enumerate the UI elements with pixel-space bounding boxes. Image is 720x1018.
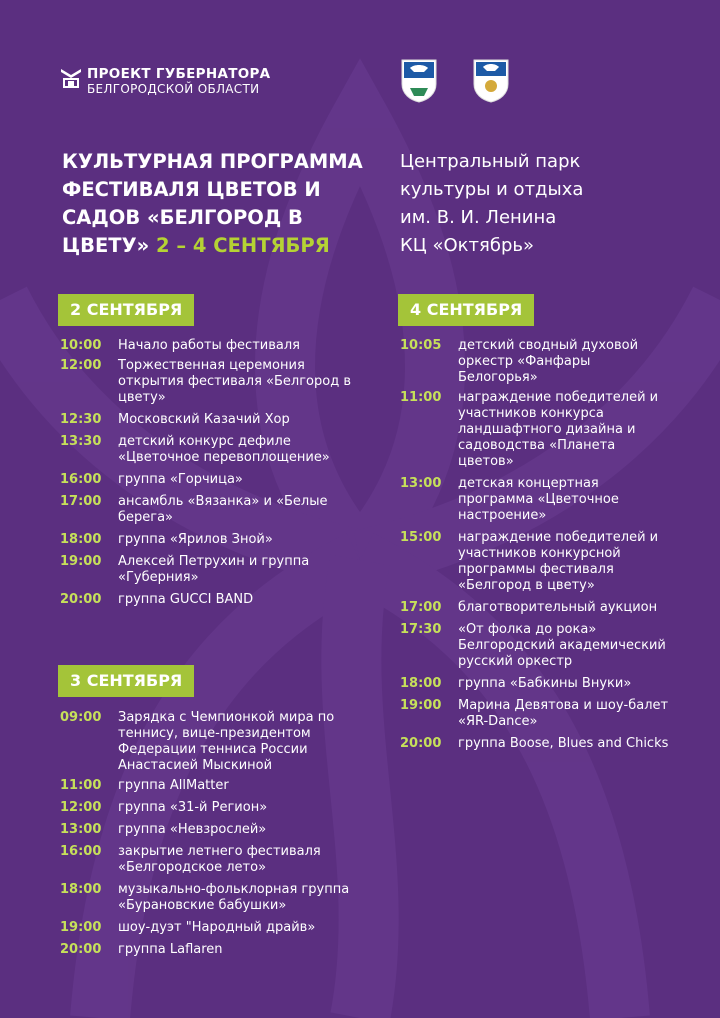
event-description: детский конкурс дефиле «Цветочное перевоплощение» xyxy=(118,434,330,465)
schedule-item xyxy=(60,942,360,958)
event-description: группа «Горчица» xyxy=(118,472,243,487)
schedule-item xyxy=(60,778,360,794)
event-time: 16:00 xyxy=(60,844,102,859)
event-description: группа «Невзрослей» xyxy=(118,822,267,837)
day-label-4-september: 4 СЕНТЯБРЯ xyxy=(398,294,534,326)
event-description: шоу-дуэт "Народный драйв» xyxy=(118,920,316,935)
event-time: 17:00 xyxy=(400,600,442,615)
event-time: 11:00 xyxy=(400,390,442,405)
event-time: 17:00 xyxy=(60,494,102,509)
schedule-item xyxy=(60,844,360,876)
day-label-3-september: 3 СЕНТЯБРЯ xyxy=(58,665,194,697)
event-description: Зарядка с Чемпионкой мира по теннису, вице-президентом Федерации тенниса России Анастасией Мыскиной xyxy=(118,710,335,773)
event-description: ансамбль «Вязанка» и «Белые берега» xyxy=(118,494,328,525)
event-description: награждение победителей и участников конкурсной программы фестиваля «Белгород в цвету» xyxy=(458,530,659,593)
event-time: 16:00 xyxy=(60,472,102,487)
event-description: группа AllMatter xyxy=(118,778,229,793)
schedule-item xyxy=(60,882,360,914)
schedule-item xyxy=(60,710,360,774)
event-time: 12:00 xyxy=(60,358,102,373)
day-label-2-september: 2 СЕНТЯБРЯ xyxy=(58,294,194,326)
project-title-line2: БЕЛГОРОДСКОЙ ОБЛАСТИ xyxy=(87,82,260,96)
schedule-item xyxy=(400,622,670,670)
event-description: Марина Девятова и шоу-балет «ЯR-Dance» xyxy=(458,698,669,729)
event-time: 13:00 xyxy=(400,476,442,491)
event-time: 12:00 xyxy=(60,800,102,815)
event-description: закрытие летнего фестиваля «Белгородское лето» xyxy=(118,844,321,875)
belgorod-region-crest-icon xyxy=(400,58,438,104)
event-time: 11:00 xyxy=(60,778,102,793)
event-time: 18:00 xyxy=(400,676,442,691)
venue-block xyxy=(400,148,700,260)
event-time: 20:00 xyxy=(400,736,442,751)
schedule-item xyxy=(60,592,360,608)
schedule-4-september xyxy=(400,338,670,758)
event-description: «От фолка до рока» Белгородский академический русский оркестр xyxy=(458,622,666,669)
program-dates: 2 – 4 СЕНТЯБРЯ xyxy=(156,234,330,257)
schedule-item xyxy=(60,494,360,526)
event-description: группа Boose, Blues and Chicks xyxy=(458,736,669,751)
event-description: музыкально-фольклорная группа «Бурановские бабушки» xyxy=(118,882,350,913)
event-description: Алексей Петрухин и группа «Губерния» xyxy=(118,554,310,585)
schedule-item xyxy=(60,822,360,838)
event-time: 09:00 xyxy=(60,710,102,725)
venue-line-1: Центральный парк xyxy=(400,151,581,172)
event-time: 10:00 xyxy=(60,338,102,353)
schedule-item xyxy=(60,554,360,586)
event-description: группа «Ярилов Зной» xyxy=(118,532,273,547)
event-description: группа GUCCI BAND xyxy=(118,592,254,607)
event-description: детский сводный духовой оркестр «Фанфары Белогорья» xyxy=(458,338,639,385)
event-description: Начало работы фестиваля xyxy=(118,338,300,353)
governor-project-logo-icon xyxy=(60,66,82,92)
schedule-item xyxy=(400,476,670,524)
schedule-item xyxy=(60,800,360,816)
schedule-item xyxy=(400,600,670,616)
belgorod-city-crest-icon xyxy=(472,58,510,104)
event-time: 20:00 xyxy=(60,592,102,607)
schedule-item xyxy=(60,434,360,466)
event-time: 20:00 xyxy=(60,942,102,957)
event-description: детская концертная программа «Цветочное настроение» xyxy=(458,476,619,523)
schedule-item xyxy=(400,698,670,730)
schedule-3-september xyxy=(60,710,360,964)
event-description: группа «Бабкины Внуки» xyxy=(458,676,632,691)
venue-line-3: им. В. И. Ленина xyxy=(400,207,557,228)
event-time: 10:05 xyxy=(400,338,442,353)
schedule-item xyxy=(400,530,670,594)
schedule-item xyxy=(400,676,670,692)
schedule-item xyxy=(400,736,670,752)
event-description: группа Laflaren xyxy=(118,942,223,957)
project-title-line1: ПРОЕКТ ГУБЕРНАТОРА xyxy=(87,66,271,82)
schedule-item xyxy=(60,532,360,548)
event-time: 19:00 xyxy=(400,698,442,713)
schedule-item xyxy=(60,472,360,488)
venue-line-2: культуры и отдыха xyxy=(400,179,584,200)
event-time: 18:00 xyxy=(60,882,102,897)
program-title-text: КУЛЬТУРНАЯ ПРОГРАММА ФЕСТИВАЛЯ ЦВЕТОВ И САДОВ «БЕЛГОРОД В ЦВЕТУ» xyxy=(62,150,363,257)
event-description: благотворительный аукцион xyxy=(458,600,658,615)
event-time: 13:30 xyxy=(60,434,102,449)
program-title xyxy=(62,148,392,260)
schedule-item xyxy=(60,412,360,428)
schedule-item xyxy=(60,358,360,406)
schedule-item xyxy=(400,390,670,470)
schedule-2-september xyxy=(60,338,360,614)
event-description: награждение победителей и участников конкурса ландшафтного дизайна и садоводства «Планета цветов» xyxy=(458,390,659,469)
venue-line-4: КЦ «Октябрь» xyxy=(400,235,534,256)
event-time: 12:30 xyxy=(60,412,102,427)
event-time: 19:00 xyxy=(60,554,102,569)
schedule-item xyxy=(60,338,360,354)
event-time: 18:00 xyxy=(60,532,102,547)
event-time: 15:00 xyxy=(400,530,442,545)
event-time: 19:00 xyxy=(60,920,102,935)
event-time: 17:30 xyxy=(400,622,442,637)
event-description: группа «31-й Регион» xyxy=(118,800,268,815)
schedule-item xyxy=(400,338,670,386)
event-time: 13:00 xyxy=(60,822,102,837)
event-description: Московский Казачий Хор xyxy=(118,412,290,427)
schedule-item xyxy=(60,920,360,936)
event-description: Торжественная церемония открытия фестиваля «Белгород в цвету» xyxy=(118,358,351,405)
